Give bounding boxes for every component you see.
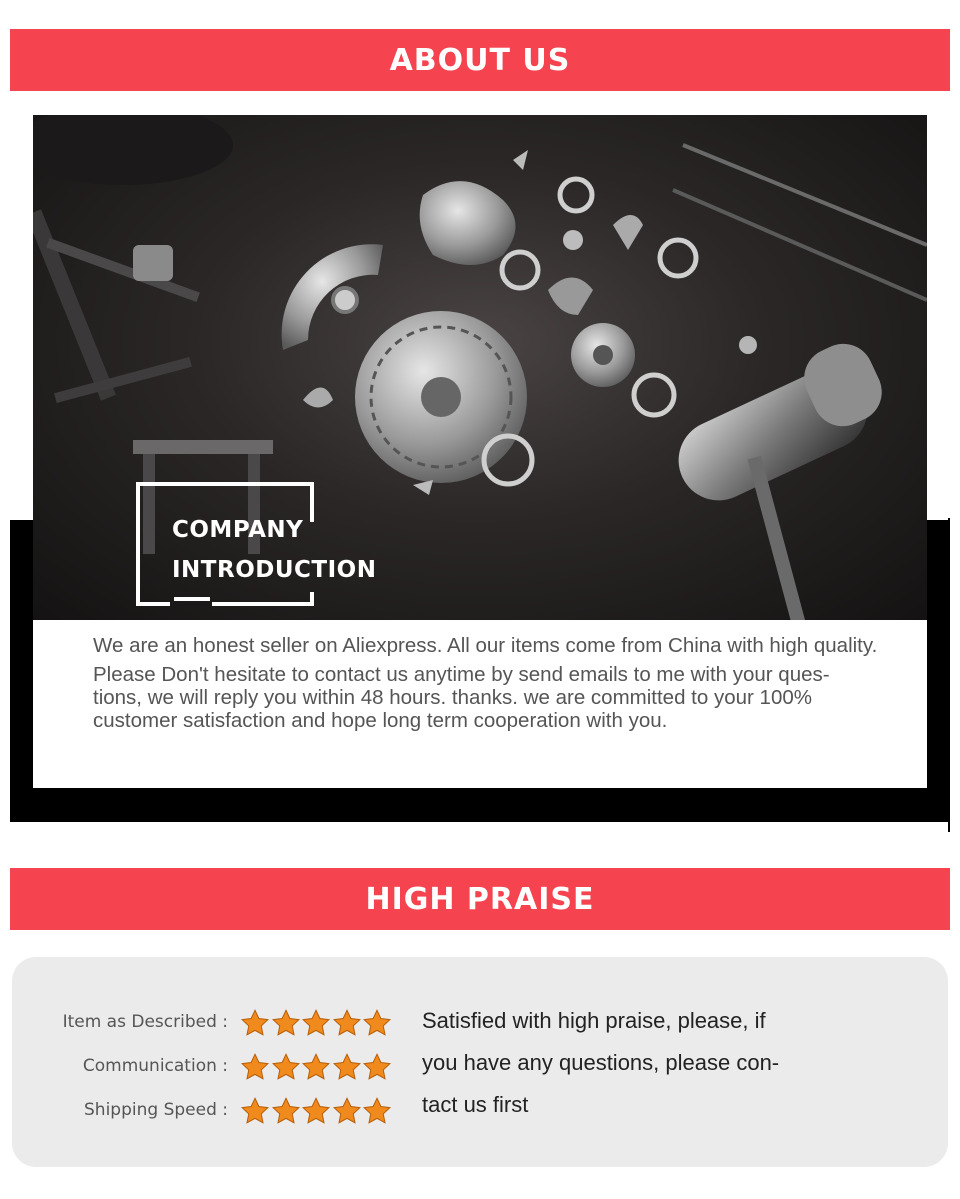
- rating-stars: [240, 1008, 393, 1038]
- praise-message-line-3: tact us first: [422, 1092, 529, 1117]
- star-icon: [301, 1052, 331, 1082]
- praise-message: [422, 1000, 842, 1126]
- intro-underline: [174, 597, 210, 601]
- star-icon: [362, 1096, 392, 1126]
- star-icon: [301, 1008, 331, 1038]
- intro-frame-gap: [170, 602, 212, 606]
- rating-stars: [240, 1052, 393, 1082]
- about-paragraph-2-line-3: customer satisfaction and hope long term cooperation with you.: [93, 709, 668, 732]
- high-praise-banner: [10, 868, 950, 930]
- intro-line-1: COMPANY: [172, 517, 304, 543]
- company-introduction-heading: [172, 510, 376, 590]
- rating-label: Item as Described :: [62, 1012, 228, 1032]
- star-icon: [332, 1008, 362, 1038]
- star-icon: [332, 1052, 362, 1082]
- praise-message-line-1: Satisfied with high praise, please, if: [422, 1008, 766, 1033]
- frame-edge: [948, 518, 950, 832]
- about-paragraph-1: We are an honest seller on Aliexpress. All our items come from China with high quality.: [93, 634, 878, 657]
- intro-frame-right-bottom: [310, 592, 314, 606]
- star-icon: [271, 1008, 301, 1038]
- star-icon: [362, 1008, 392, 1038]
- about-paragraph-2-line-2: tions, we will reply you within 48 hours. thanks. we are committed to your 100%: [93, 686, 812, 709]
- rating-label: Shipping Speed :: [84, 1100, 228, 1120]
- high-praise-title: HIGH PRAISE: [365, 881, 595, 917]
- praise-message-line-2: you have any questions, please con-: [422, 1050, 780, 1075]
- star-icon: [332, 1096, 362, 1126]
- star-icon: [271, 1096, 301, 1126]
- about-text-box: [33, 620, 927, 788]
- star-icon: [271, 1052, 301, 1082]
- rating-label: Communication :: [82, 1056, 228, 1076]
- star-icon: [240, 1052, 270, 1082]
- about-paragraph-2-line-1: Please Don't hesitate to contact us anytime by send emails to me with your ques-: [93, 663, 830, 686]
- about-us-title: ABOUT US: [389, 42, 571, 78]
- star-icon: [240, 1096, 270, 1126]
- star-icon: [301, 1096, 331, 1126]
- about-us-banner: [10, 29, 950, 91]
- about-paragraph-2: [93, 663, 903, 732]
- star-icon: [240, 1008, 270, 1038]
- star-icon: [362, 1052, 392, 1082]
- rating-stars: [240, 1096, 393, 1126]
- intro-line-2: INTRODUCTION: [172, 557, 377, 583]
